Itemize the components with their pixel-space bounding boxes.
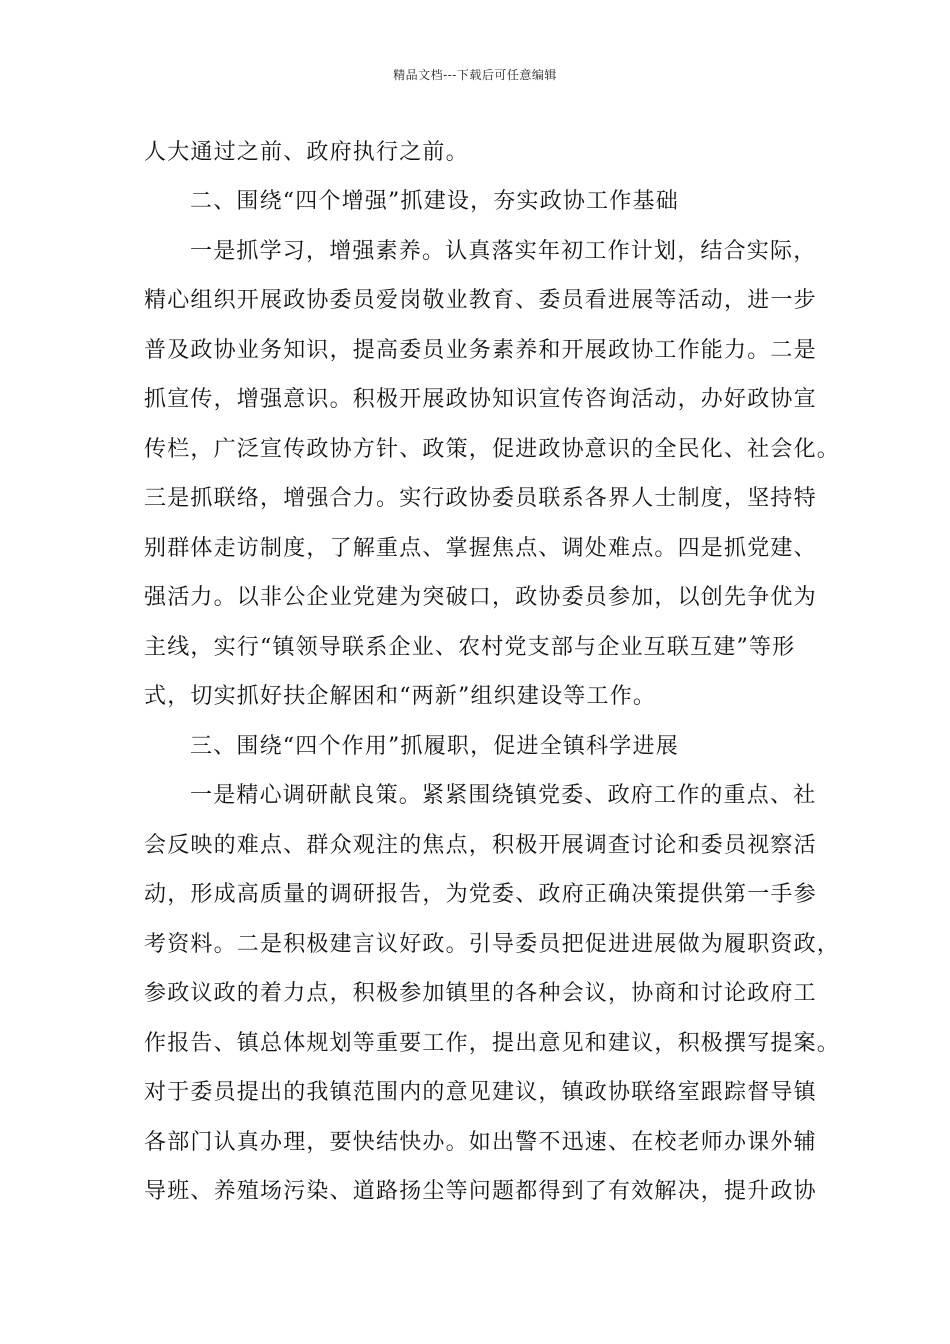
text-line: 强活力。以非公企业党建为突破口，政协委员参加，以创先争优为 (144, 585, 817, 610)
text-line: 会反映的难点、群众观注的焦点，积极开展调查讨论和委员视察活 (144, 833, 817, 858)
text-line: 一是精心调研献良策。紧紧围绕镇党委、政府工作的重点、社 (190, 783, 817, 808)
text-line: 导班、养殖场污染、道路扬尘等问题都得到了有效解决，提升政协 (144, 1179, 817, 1204)
page-header: 精品文档---下载后可任意编辑 (393, 68, 557, 82)
text-line: 普及政协业务知识，提高委员业务素养和开展政协工作能力。二是 (144, 338, 817, 363)
text-line: 式，切实抓好扶企解困和“两新”组织建设等工作。 (144, 684, 657, 709)
section-heading: 三、围绕“四个作用”抓履职，促进全镇科学进展 (190, 734, 679, 759)
text-line: 各部门认真办理，要快结快办。如出警不迅速、在校老师办课外辅 (144, 1130, 817, 1155)
text-line: 抓宣传，增强意识。积极开展政协知识宣传咨询活动，办好政协宣 (144, 387, 817, 412)
text-line: 主线，实行“镇领导联系企业、农村党支部与企业互联互建”等形 (144, 635, 796, 660)
text-line: 考资料。二是积极建言议好政。引导委员把促进进展做为履职资政， (144, 932, 841, 957)
text-line: 作报告、镇总体规划等重要工作，提出意见和建议，积极撰写提案。 (144, 1031, 841, 1056)
text-line: 参政议政的着力点，积极参加镇里的各种会议，协商和讨论政府工 (144, 981, 817, 1006)
text-line: 传栏，广泛宣传政协方针、政策，促进政协意识的全民化、社会化。 (144, 437, 841, 462)
section-heading: 二、围绕“四个增强”抓建设，夯实政协工作基础 (190, 189, 679, 214)
text-line: 一是抓学习，增强素养。认真落实年初工作计划，结合实际， (190, 239, 817, 264)
text-line: 动，形成高质量的调研报告，为党委、政府正确决策提供第一手参 (144, 882, 817, 907)
text-line: 人大通过之前、政府执行之前。 (144, 140, 469, 165)
text-line: 精心组织开展政协委员爱岗敬业教育、委员看进展等活动，进一步 (144, 288, 817, 313)
text-line: 别群体走访制度，了解重点、掌握焦点、调处难点。四是抓党建、 (144, 536, 817, 561)
text-line: 三是抓联络，增强合力。实行政协委员联系各界人士制度，坚持特 (144, 486, 817, 511)
text-line: 对于委员提出的我镇范围内的意见建议，镇政协联络室跟踪督导镇 (144, 1080, 817, 1105)
